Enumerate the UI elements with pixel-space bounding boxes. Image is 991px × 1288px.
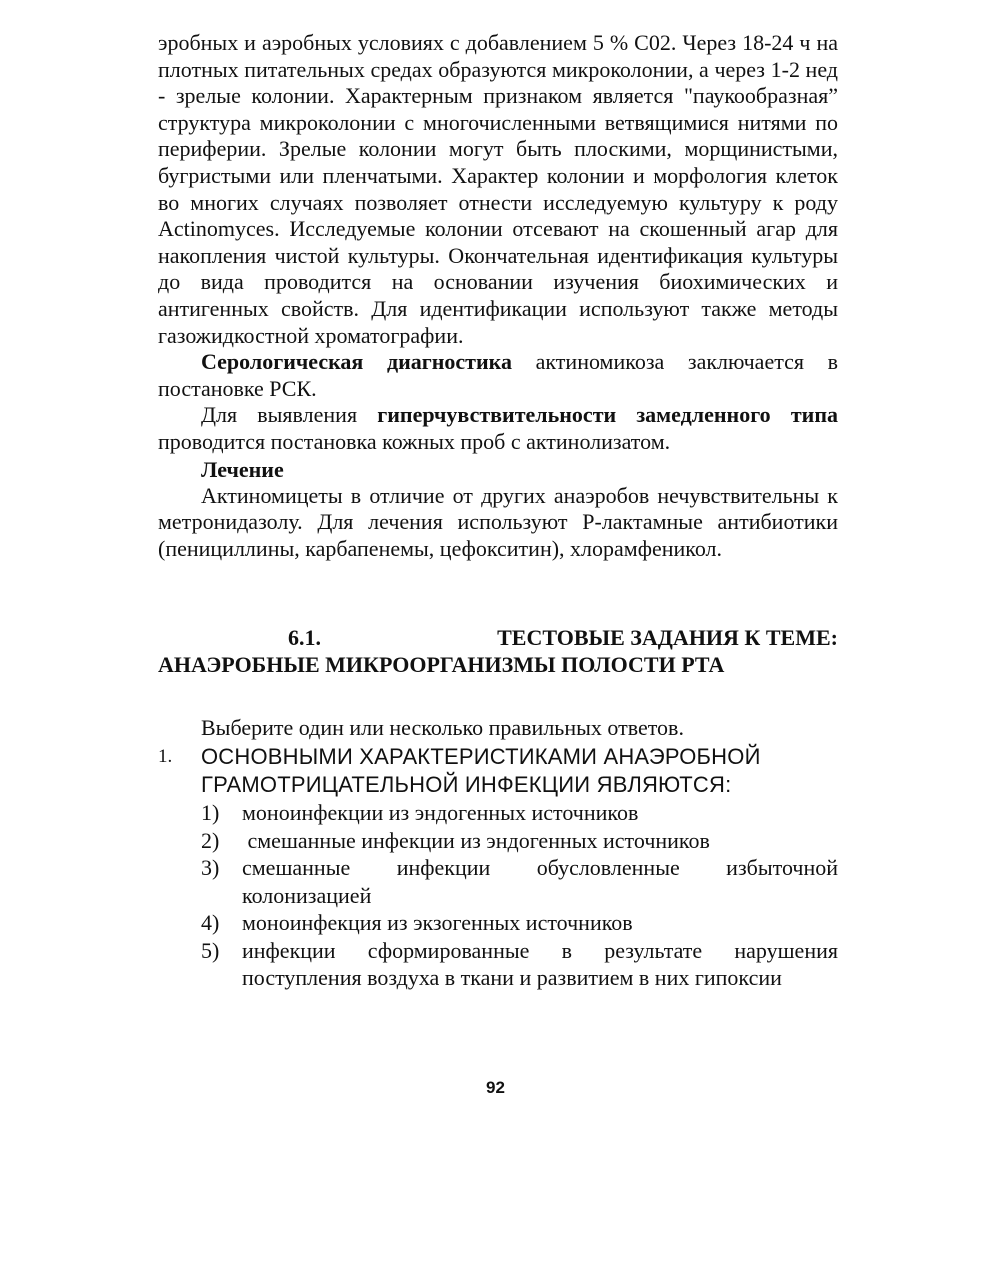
answer-option [201,799,838,827]
serology-bold-term: Серологическая диагностика [201,349,513,375]
paragraph-hypersensitivity [158,402,838,455]
paragraph-treatment: Актиномицеты в отличие от других анаэробов нечувствительны к метронидазолу. Для лечения используют Р-лактамные антибиотики (пенициллины, карбапенемы, цефокситин), хлорамфеникол. [158,482,838,561]
option-text: смешанные инфекции обусловленные избыточной колонизацией [242,855,838,908]
page-content [158,30,838,992]
serology-rest: актиномикоза заключается в постановке РСК. [158,349,838,401]
question-number: 1. [158,746,173,768]
answer-option [201,854,838,909]
section-title-line1: ТЕСТОВЫЕ ЗАДАНИЯ К ТЕМЕ: [497,625,838,651]
section-title-line2: АНАЭРОБНЫЕ МИКРООРГАНИЗМЫ ПОЛОСТИ РТА [158,652,725,678]
question-text: ОСНОВНЫМИ ХАРАКТЕРИСТИКАМИ АНАЭРОБНОЙ ГРАМОТРИЦАТЕЛЬНОЙ ИНФЕКЦИИ ЯВЛЯЮТСЯ: [201,744,761,798]
option-number: 2) [201,827,220,853]
option-number: 5) [201,937,220,963]
paragraph-culture-growth: эробных и аэробных условиях с добавлением 5 % С02. Через 18-24 ч на плотных питательных средах образуются микроколонии, а через 1-2 нед - зрелые колонии. Характерным признаком является "паукообразная” структура микроколонии с многочисленными ветвящимися нитями по периферии. Зрелые колонии могут быть плоскими, морщинистыми, бугристыми или пленчатыми. Характер колонии и морфология клеток во многих случаях позволяет отнести исследуемую культуру к роду Actinomyces. Исследуемые колонии отсевают на скошенный агар для накопления чистой культуры. Окончательная идентификация культуры до вида проводится на основании изучения биохимических и антигенных свойств. Для идентификации используют также методы газожидкостной хроматографии. [158,30,838,348]
hypersensitivity-before: Для выявления [201,402,378,428]
section-title [158,624,838,678]
section-number: 6.1. [288,625,321,651]
option-text: смешанные инфекции из эндогенных источников [242,827,710,853]
test-instruction: Выберите один или несколько правильных ответов. [201,715,684,741]
option-text: моноинфекция из экзогенных источников [242,910,633,936]
hypersensitivity-rest: проводится постановка кожных проб с актинолизатом. [158,428,671,454]
paragraph-serology [158,349,838,402]
option-number: 1) [201,800,220,826]
question-item [158,743,838,799]
answer-options [158,799,838,992]
hypersensitivity-bold-term: гиперчувствительности замедленного типа [377,402,838,428]
treatment-heading: Лечение [201,456,284,482]
option-number: 4) [201,910,220,936]
answer-option [201,827,838,855]
option-text: инфекции сформированные в результате нарушения поступления воздуха в ткани и развитием в них гипоксии [242,937,838,991]
option-text: моноинфекции из эндогенных источников [242,800,639,826]
option-number: 3) [201,855,220,881]
answer-option [201,937,838,992]
answer-option [201,909,838,937]
page-number: 92 [486,1078,505,1097]
